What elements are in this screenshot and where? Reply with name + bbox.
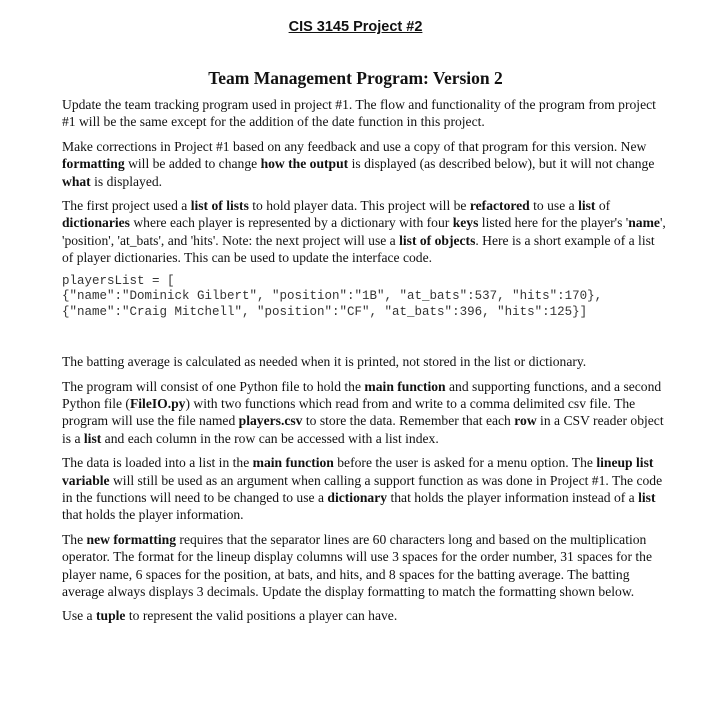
text-run: ', 'position', 'at_bats', and 'hits'. Note: the next project will use a bbox=[62, 215, 666, 248]
document-header: CIS 3145 Project #2 bbox=[288, 19, 423, 35]
text-run: to use a bbox=[529, 198, 579, 214]
text-run: is displayed (as described below), but it will not change bbox=[348, 156, 655, 172]
text-run: ) with two functions which read from and write to a comma delimited csv file. The program will use the file named bbox=[62, 395, 636, 429]
paragraph-batting-average bbox=[62, 353, 666, 370]
text-run: to hold player data. This project will be bbox=[248, 198, 470, 214]
text-run: is displayed. bbox=[90, 173, 163, 189]
text-run: Make corrections in Project #1 based on any feedback and use a copy of that program for this version. New bbox=[62, 138, 647, 154]
text-run: that holds the player information instead of a bbox=[387, 490, 639, 505]
document-title: Team Management Program: Version 2 bbox=[208, 68, 503, 88]
text-run: The program will consist of one Python file to hold the bbox=[62, 378, 365, 394]
code-line: {"name":"Dominick Gilbert", "position":"1B", "at_bats":537, "hits":170}, bbox=[62, 289, 603, 304]
code-example bbox=[62, 274, 666, 321]
bold-term: list bbox=[638, 490, 656, 505]
text-run: to represent the valid positions a player can have. bbox=[125, 608, 398, 624]
text-run: requires that the separator lines are 60 characters long and based on the multiplication operator. The format for the lineup display columns will use 3 spaces for the order number, 31 spaces for the player name, 6 spaces for the position, at bats, and hits, and 8 spaces for the batting average. The batting average always displays 3 decimals. Update the display formatting to match the formatting shown below. bbox=[62, 531, 652, 600]
paragraph-formatting bbox=[62, 531, 666, 601]
text-run: listed here for the player's ' bbox=[478, 215, 629, 231]
bold-term: keys bbox=[452, 215, 479, 231]
code-line: playersList = [ bbox=[62, 273, 175, 288]
text-run: The bbox=[62, 531, 87, 547]
bold-term: how the output bbox=[260, 156, 349, 172]
text-run: to store the data. Remember that each bbox=[302, 413, 515, 429]
text-run: . Here is a short example of a list of player dictionaries. This can be used to update the interface code. bbox=[62, 232, 655, 266]
bold-term: list bbox=[578, 198, 596, 214]
bold-term: main function bbox=[364, 378, 446, 394]
document-body bbox=[62, 96, 666, 632]
text-run: and supporting functions, and a second Python file ( bbox=[62, 378, 662, 411]
bold-term: list bbox=[83, 430, 102, 446]
paragraph-files bbox=[62, 378, 666, 448]
text-run: will still be used as an argument when calling a support function as was done in Project #1. The code in the functions will need to be changed to use a bbox=[62, 472, 663, 505]
text-run: will be added to change bbox=[124, 156, 261, 172]
bold-term: new formatting bbox=[86, 531, 177, 547]
bold-term: dictionary bbox=[327, 490, 388, 505]
bold-term: list of objects bbox=[399, 232, 476, 248]
paragraph-corrections bbox=[62, 138, 666, 190]
text-run: The first project used a bbox=[62, 198, 191, 214]
bold-term: formatting bbox=[62, 156, 125, 172]
text-run: in a CSV reader object is a bbox=[62, 413, 664, 446]
bold-term: dictionaries bbox=[62, 215, 130, 231]
bold-term: FileIO.py bbox=[129, 395, 186, 411]
text-run: Update the team tracking program used in project #1. The flow and functionality of the program from project #1 will be the same except for the addition of the date function in this project. bbox=[62, 97, 656, 130]
bold-term: players.csv bbox=[238, 413, 303, 429]
text-run: that holds the player information. bbox=[62, 507, 244, 523]
paragraph-intro bbox=[62, 96, 666, 131]
paragraph-refactor bbox=[62, 197, 666, 267]
text-run: and each column in the row can be accessed with a list index. bbox=[101, 430, 439, 446]
paragraph-tuple bbox=[62, 607, 666, 624]
text-run: The batting average is calculated as needed when it is printed, not stored in the list or dictionary. bbox=[62, 354, 587, 370]
bold-term: tuple bbox=[95, 608, 126, 624]
paragraph-data-loading bbox=[62, 454, 666, 524]
text-run: before the user is asked for a menu option. The bbox=[333, 455, 597, 471]
text-run: where each player is represented by a dictionary with four bbox=[129, 215, 453, 231]
text-run: of bbox=[595, 198, 611, 214]
bold-term: row bbox=[514, 413, 537, 429]
bold-term: name bbox=[628, 215, 660, 231]
bold-term: refactored bbox=[469, 198, 530, 214]
text-run: The data is loaded into a list in the bbox=[62, 455, 253, 471]
bold-term: list of lists bbox=[190, 198, 249, 214]
bold-term: main function bbox=[252, 455, 334, 471]
bold-term: lineup list variable bbox=[62, 455, 654, 488]
text-run: Use a bbox=[62, 608, 96, 624]
code-line: {"name":"Craig Mitchell", "position":"CF", "at_bats":396, "hits":125}] bbox=[62, 304, 588, 319]
bold-term: what bbox=[62, 173, 91, 189]
